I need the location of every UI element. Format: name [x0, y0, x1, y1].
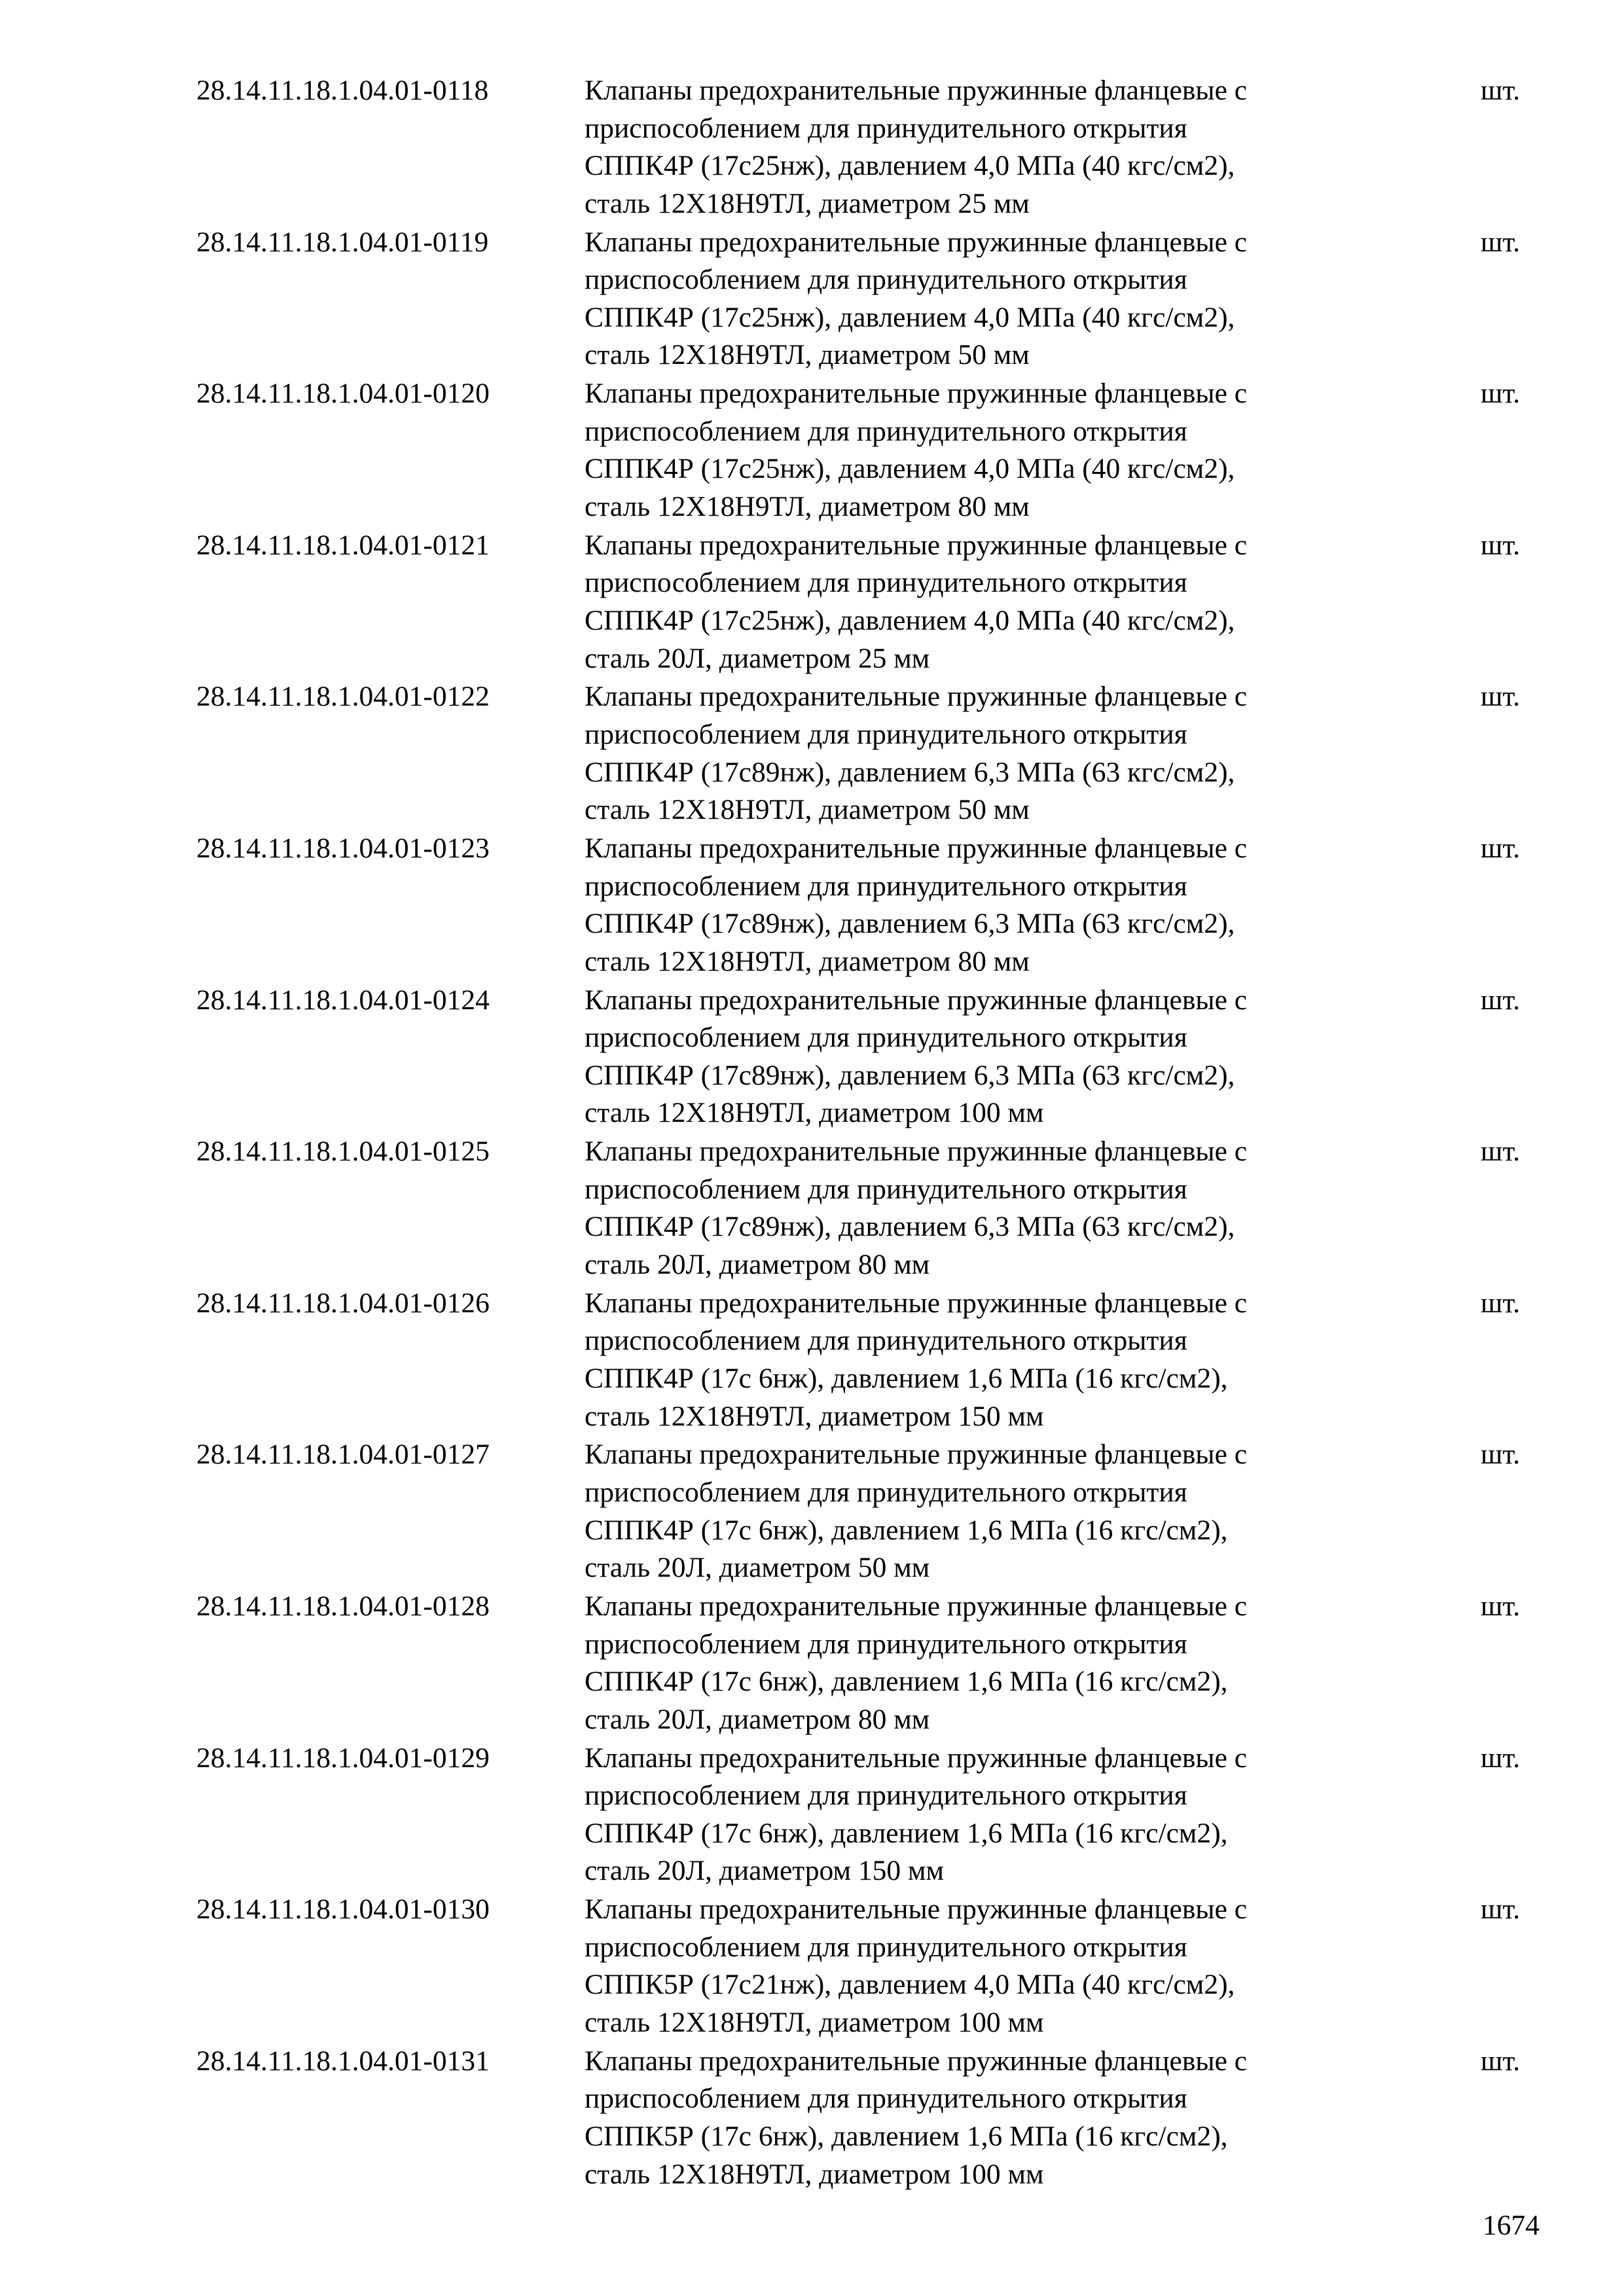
unit-of-measure: шт.: [1481, 681, 1521, 713]
description-line: сталь 20Л, диаметром 50 мм: [585, 1552, 930, 1584]
description-line: сталь 12Х18Н9ТЛ, диаметром 25 мм: [585, 187, 1030, 219]
unit-of-measure: шт.: [1481, 1439, 1521, 1471]
description-line: СППК4Р (17с 6нж), давлением 1,6 МПа (16 кгс/см2),: [585, 1817, 1228, 1849]
resource-description: [585, 830, 1514, 980]
resource-code: 28.14.11.18.1.04.01-0125: [196, 1136, 490, 1168]
description-line: СППК4Р (17с 6нж), давлением 1,6 МПа (16 кгс/см2),: [585, 1666, 1228, 1698]
resource-description: [585, 982, 1514, 1132]
unit-of-measure: шт.: [1481, 1893, 1521, 1926]
description-line: сталь 12Х18Н9ТЛ, диаметром 100 мм: [585, 1097, 1044, 1129]
description-line: приспособлением для принудительного открытия: [585, 1780, 1187, 1812]
description-line: сталь 20Л, диаметром 25 мм: [585, 642, 930, 674]
list-item: [0, 1588, 1624, 1738]
description-line: приспособлением для принудительного открытия: [585, 1325, 1187, 1357]
description-line: Клапаны предохранительные пружинные фланцевые с: [585, 1590, 1248, 1622]
description-line: СППК4Р (17с25нж), давлением 4,0 МПа (40 кгс/см2),: [585, 301, 1235, 333]
resource-description: [585, 72, 1514, 223]
list-item: [0, 1740, 1624, 1890]
unit-of-measure: шт.: [1481, 1742, 1521, 1774]
resource-description: [585, 678, 1514, 829]
description-line: сталь 20Л, диаметром 80 мм: [585, 1248, 930, 1280]
description-line: приспособлением для принудительного открытия: [585, 1022, 1187, 1054]
description-line: сталь 12Х18Н9ТЛ, диаметром 50 мм: [585, 794, 1030, 826]
unit-of-measure: шт.: [1481, 2045, 1521, 2077]
description-line: приспособлением для принудительного открытия: [585, 112, 1187, 144]
list-item: [0, 224, 1624, 374]
description-line: приспособлением для принудительного открытия: [585, 1476, 1187, 1508]
unit-of-measure: шт.: [1481, 1590, 1521, 1622]
list-item: [0, 1891, 1624, 2041]
description-line: приспособлением для принудительного открытия: [585, 1628, 1187, 1660]
description-line: Клапаны предохранительные пружинные фланцевые с: [585, 681, 1248, 713]
list-item: [0, 1285, 1624, 1435]
list-item: [0, 678, 1624, 829]
description-line: Клапаны предохранительные пружинные фланцевые с: [585, 226, 1248, 258]
description-line: Клапаны предохранительные пружинные фланцевые с: [585, 1287, 1248, 1319]
description-line: СППК4Р (17с89нж), давлением 6,3 МПа (63 кгс/см2),: [585, 1211, 1235, 1243]
description-line: СППК5Р (17с 6нж), давлением 1,6 МПа (16 кгс/см2),: [585, 2120, 1228, 2152]
resource-code: 28.14.11.18.1.04.01-0129: [196, 1742, 490, 1774]
list-item: [0, 1133, 1624, 1283]
description-line: сталь 20Л, диаметром 80 мм: [585, 1703, 930, 1735]
resource-code: 28.14.11.18.1.04.01-0123: [196, 833, 490, 864]
description-line: сталь 12Х18Н9ТЛ, диаметром 150 мм: [585, 1400, 1044, 1432]
list-item: [0, 375, 1624, 526]
description-line: СППК4Р (17с89нж), давлением 6,3 МПа (63 кгс/см2),: [585, 1059, 1235, 1091]
description-line: СППК4Р (17с25нж), давлением 4,0 МПа (40 кгс/см2),: [585, 604, 1235, 636]
description-line: сталь 12Х18Н9ТЛ, диаметром 80 мм: [585, 945, 1030, 977]
resource-description: [585, 527, 1514, 677]
description-line: Клапаны предохранительные пружинные фланцевые с: [585, 529, 1248, 561]
description-line: Клапаны предохранительные пружинные фланцевые с: [585, 833, 1248, 864]
description-line: сталь 12Х18Н9ТЛ, диаметром 50 мм: [585, 339, 1030, 371]
list-item: [0, 1436, 1624, 1587]
unit-of-measure: шт.: [1481, 378, 1521, 410]
description-line: приспособлением для принудительного открытия: [585, 567, 1187, 599]
resource-code: 28.14.11.18.1.04.01-0128: [196, 1590, 490, 1622]
resource-code: 28.14.11.18.1.04.01-0119: [196, 226, 489, 258]
description-line: приспособлением для принудительного открытия: [585, 1173, 1187, 1205]
description-line: сталь 12Х18Н9ТЛ, диаметром 80 мм: [585, 490, 1030, 522]
description-line: Клапаны предохранительные пружинные фланцевые с: [585, 1439, 1248, 1471]
resource-code: 28.14.11.18.1.04.01-0131: [196, 2045, 490, 2077]
resource-code: 28.14.11.18.1.04.01-0120: [196, 378, 490, 410]
unit-of-measure: шт.: [1481, 226, 1521, 258]
description-line: Клапаны предохранительные пружинные фланцевые с: [585, 75, 1248, 106]
resource-code: 28.14.11.18.1.04.01-0127: [196, 1439, 490, 1471]
resource-code: 28.14.11.18.1.04.01-0124: [196, 984, 490, 1016]
description-line: приспособлением для принудительного открытия: [585, 415, 1187, 447]
description-line: сталь 12Х18Н9ТЛ, диаметром 100 мм: [585, 2158, 1044, 2190]
resource-code: 28.14.11.18.1.04.01-0121: [196, 529, 490, 561]
description-line: Клапаны предохранительные пружинные фланцевые с: [585, 2045, 1248, 2077]
description-line: СППК4Р (17с 6нж), давлением 1,6 МПа (16 кгс/см2),: [585, 1514, 1228, 1546]
unit-of-measure: шт.: [1481, 75, 1521, 106]
resource-description: [585, 224, 1514, 374]
description-line: Клапаны предохранительные пружинные фланцевые с: [585, 1742, 1248, 1774]
description-line: Клапаны предохранительные пружинные фланцевые с: [585, 984, 1248, 1016]
description-line: приспособлением для принудительного открытия: [585, 1931, 1187, 1963]
resource-code: 28.14.11.18.1.04.01-0122: [196, 681, 490, 713]
resource-description: [585, 375, 1514, 526]
resource-description: [585, 1891, 1514, 2041]
description-line: приспособлением для принудительного открытия: [585, 264, 1187, 296]
resource-description: [585, 1133, 1514, 1283]
resource-description: [585, 2043, 1514, 2193]
description-line: Клапаны предохранительные пружинные фланцевые с: [585, 378, 1248, 410]
page-number: 1674: [1483, 2210, 1540, 2241]
unit-of-measure: шт.: [1481, 529, 1521, 561]
description-line: сталь 20Л, диаметром 150 мм: [585, 1855, 945, 1887]
resource-code: 28.14.11.18.1.04.01-0118: [196, 75, 489, 106]
resource-description: [585, 1436, 1514, 1587]
unit-of-measure: шт.: [1481, 984, 1521, 1016]
resource-description: [585, 1588, 1514, 1738]
resource-code: 28.14.11.18.1.04.01-0130: [196, 1893, 490, 1926]
description-line: СППК4Р (17с89нж), давлением 6,3 МПа (63 кгс/см2),: [585, 756, 1235, 788]
unit-of-measure: шт.: [1481, 1136, 1521, 1168]
list-item: [0, 72, 1624, 223]
list-item: [0, 2043, 1624, 2193]
description-line: СППК4Р (17с89нж), давлением 6,3 МПа (63 кгс/см2),: [585, 908, 1235, 940]
description-line: приспособлением для принудительного открытия: [585, 718, 1187, 750]
unit-of-measure: шт.: [1481, 1287, 1521, 1319]
resource-description: [585, 1285, 1514, 1435]
description-line: сталь 12Х18Н9ТЛ, диаметром 100 мм: [585, 2006, 1044, 2038]
list-item: [0, 830, 1624, 980]
description-line: СППК4Р (17с25нж), давлением 4,0 МПа (40 кгс/см2),: [585, 150, 1235, 182]
list-item: [0, 982, 1624, 1132]
resource-description: [585, 1740, 1514, 1890]
description-line: Клапаны предохранительные пружинные фланцевые с: [585, 1136, 1248, 1168]
description-line: СППК5Р (17с21нж), давлением 4,0 МПа (40 кгс/см2),: [585, 1969, 1235, 2001]
description-line: СППК4Р (17с25нж), давлением 4,0 МПа (40 кгс/см2),: [585, 453, 1235, 485]
unit-of-measure: шт.: [1481, 833, 1521, 864]
description-line: приспособлением для принудительного открытия: [585, 870, 1187, 902]
resource-code: 28.14.11.18.1.04.01-0126: [196, 1287, 490, 1319]
list-item: [0, 527, 1624, 677]
description-line: СППК4Р (17с 6нж), давлением 1,6 МПа (16 кгс/см2),: [585, 1362, 1228, 1394]
description-line: приспособлением для принудительного открытия: [585, 2083, 1187, 2115]
description-line: Клапаны предохранительные пружинные фланцевые с: [585, 1893, 1248, 1926]
